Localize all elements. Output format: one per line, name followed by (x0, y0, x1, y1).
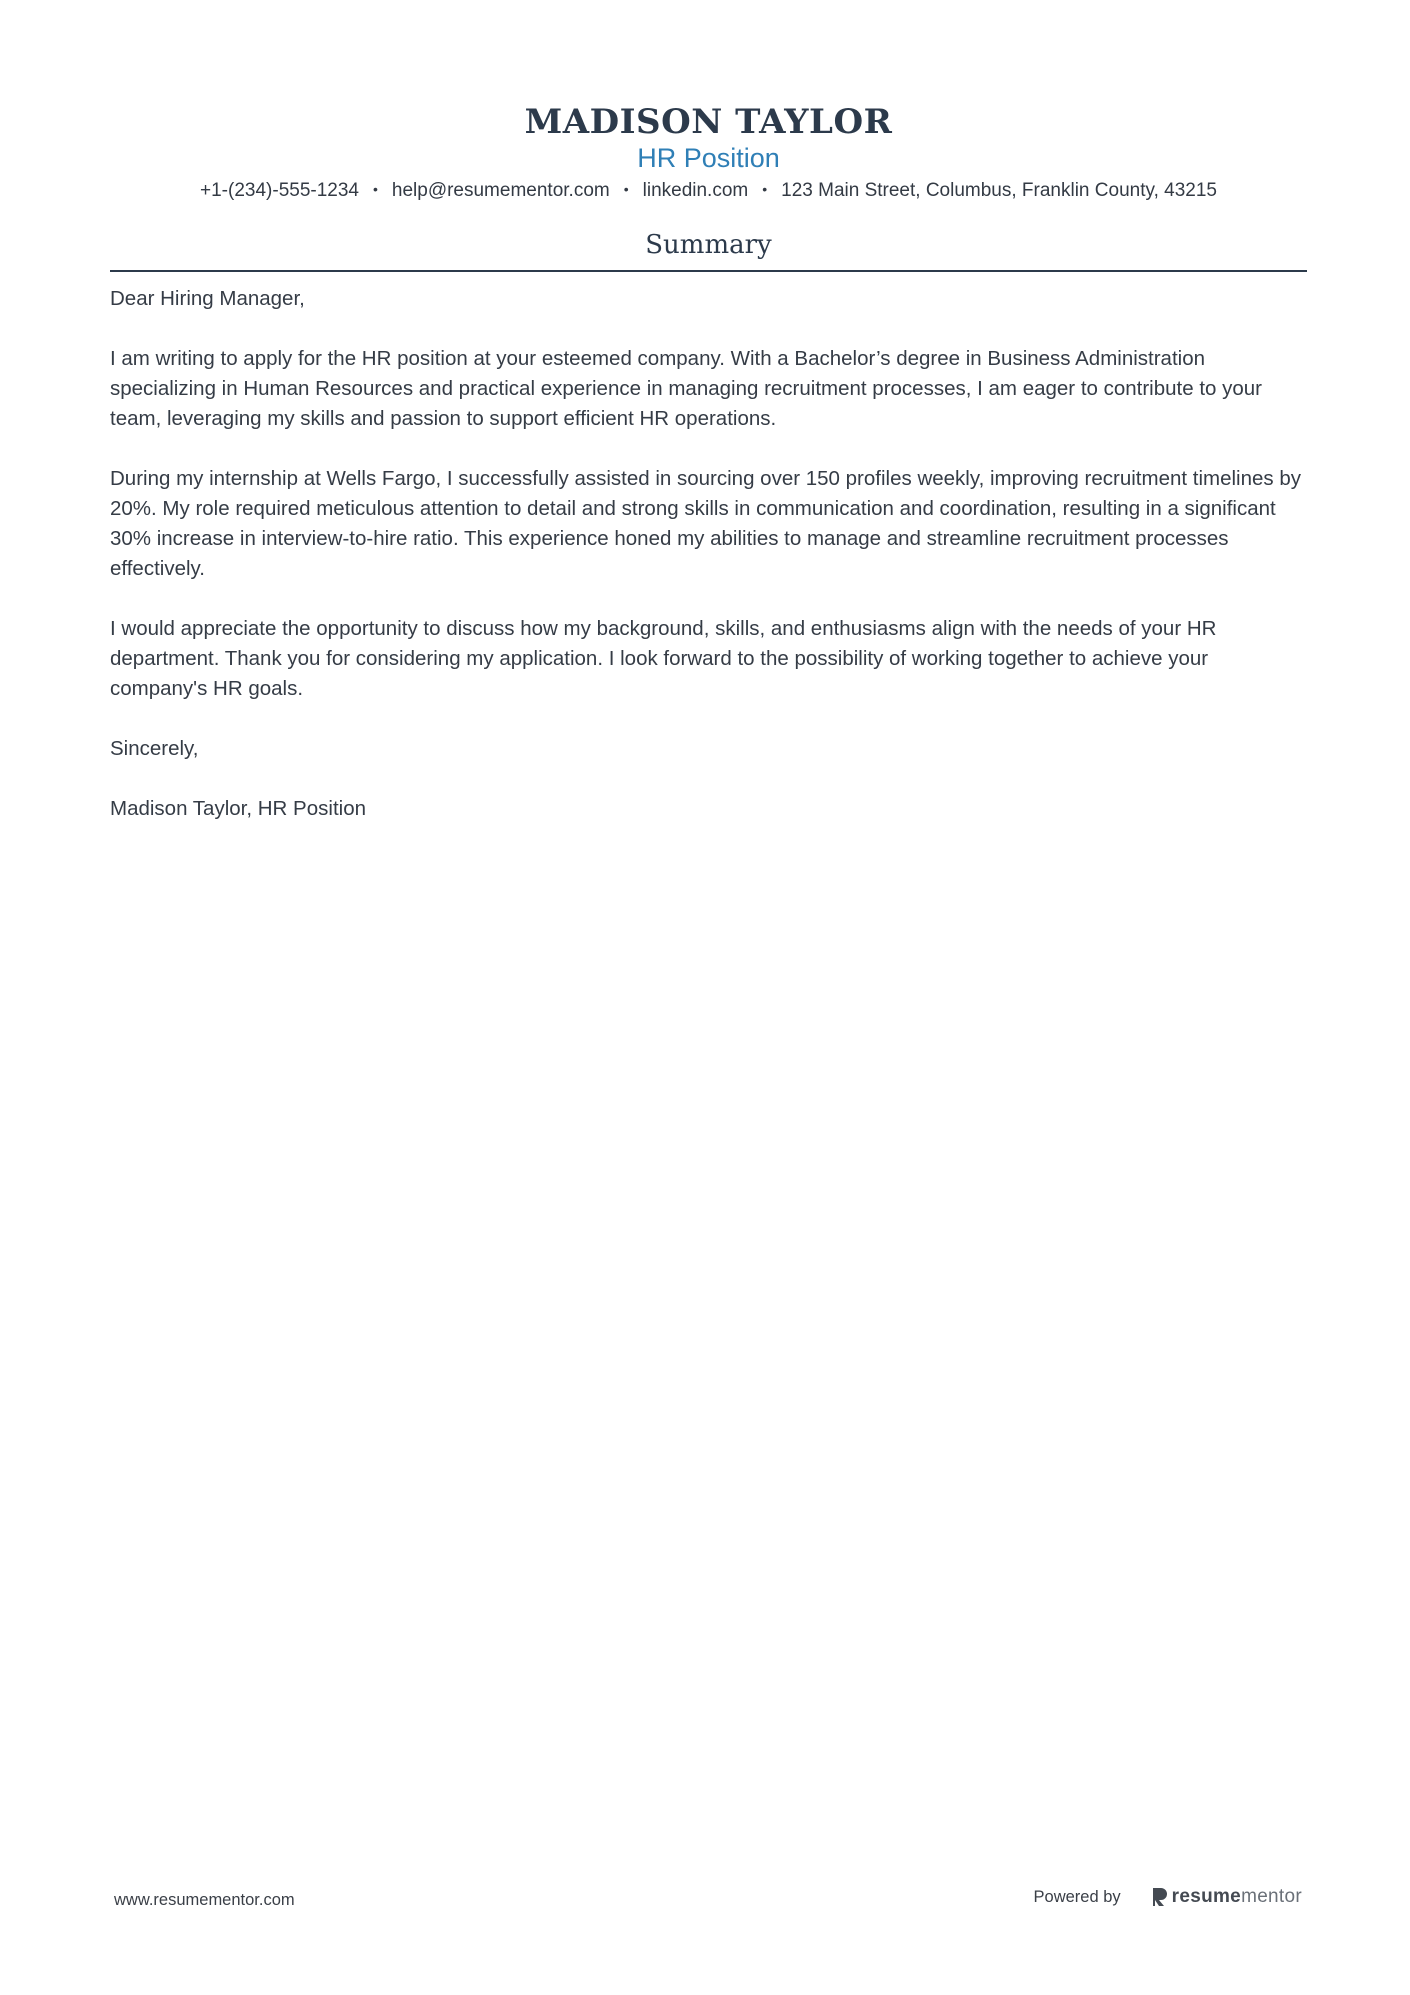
logo-text-bold: resume (1171, 1886, 1242, 1907)
resumementor-logo[interactable] (1151, 1886, 1302, 1908)
contact-phone: +1-(234)-555-1234 (200, 180, 359, 201)
contact-line (110, 177, 1307, 205)
cover-letter-body (110, 284, 1307, 854)
contact-separator: • (762, 181, 768, 197)
footer-website[interactable]: www.resumementor.com (114, 1891, 295, 1909)
contact-separator: • (372, 181, 378, 197)
contact-email[interactable]: help@resumementor.com (391, 180, 610, 201)
letter-paragraph: I am writing to apply for the HR position at your esteemed company. With a Bachelor’s degree in Business Administration specializing in Human Resources and practical experience in managing recruitment processes, I am eager to contribute to your team, leveraging my skills and passion to support efficient HR operations. (110, 347, 1263, 430)
logo-text-light: mentor (1241, 1886, 1302, 1907)
header (110, 100, 1307, 205)
contact-separator: • (623, 181, 629, 197)
letter-paragraph: During my internship at Wells Fargo, I successfully assisted in sourcing over 150 profiles weekly, improving recruitment timelines by 20%. My role required meticulous attention to detail and strong skills in communication and coordination, resulting in a significant 30% increase in interview-to-hire ratio. This experience honed my abilities to manage and streamline recruitment processes effectively. (110, 467, 1301, 580)
letter-greeting: Dear Hiring Manager, (110, 287, 305, 310)
resumementor-logo-icon (1151, 1886, 1169, 1908)
contact-website[interactable]: linkedin.com (642, 180, 749, 201)
section-title-summary: Summary (645, 230, 772, 260)
powered-by-label: Powered by (1033, 1887, 1121, 1906)
letter-closing: Sincerely, (110, 737, 199, 760)
letter-paragraph: I would appreciate the opportunity to discuss how my background, skills, and enthusiasms align with the needs of your HR department. Thank you for considering my application. I look forward to the possibility of working together to achieve your company's HR goals. (110, 617, 1217, 700)
letter-signature: Madison Taylor, HR Position (110, 797, 366, 820)
candidate-name: MADISON TAYLOR (524, 102, 893, 142)
section-divider (110, 270, 1307, 272)
contact-address: 123 Main Street, Columbus, Franklin County, 43215 (781, 180, 1217, 201)
job-title: HR Position (637, 143, 780, 173)
footer-branding (1034, 1884, 1302, 1910)
